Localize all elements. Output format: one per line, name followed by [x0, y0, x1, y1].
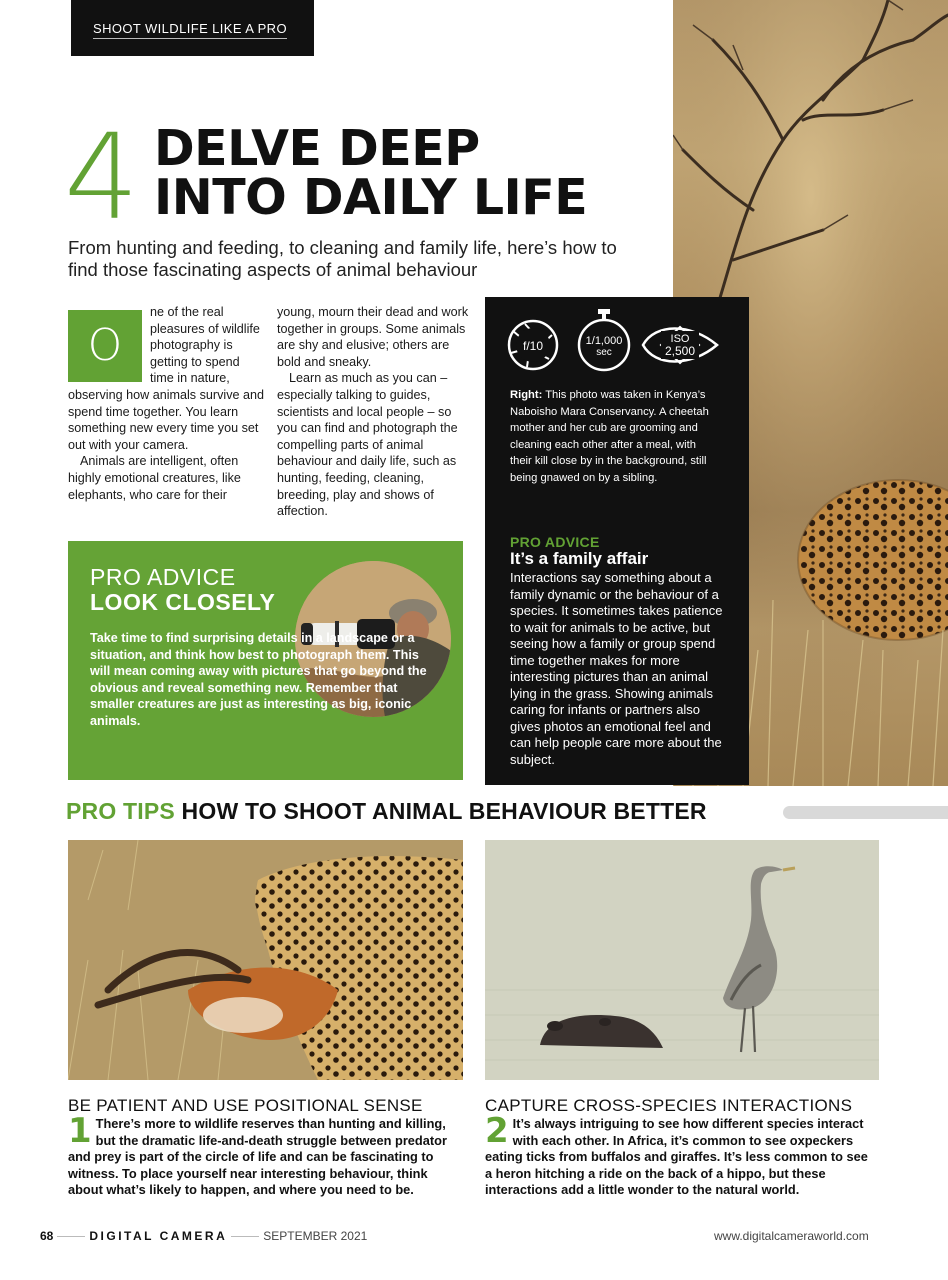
- page-number: 68: [40, 1229, 54, 1243]
- heron-hippo-photo: [485, 840, 879, 1080]
- footer-divider: [231, 1236, 259, 1237]
- iso-eye-icon: [643, 327, 717, 363]
- aperture-icon: [509, 321, 557, 369]
- tip-2-heading: CAPTURE CROSS-SPECIES INTERACTIONS: [485, 1096, 853, 1115]
- pro-advice-label: PRO ADVICE: [90, 564, 236, 590]
- standfirst: From hunting and feeding, to cleaning and family life, here’s how to find those fascinating aspects of animal behaviour: [68, 237, 617, 280]
- body-paragraph: Animals are intelligent, often highly emotional creatures, like elephants, who care for their: [68, 454, 241, 502]
- settings-icons: [485, 297, 749, 387]
- iso-label: ISO: [670, 333, 690, 345]
- drop-cap-letter: O: [87, 320, 123, 371]
- pro-tips-heading: [66, 798, 707, 825]
- website-link[interactable]: www.digitalcameraworld.com: [714, 1229, 869, 1243]
- heading-rule: [783, 806, 948, 819]
- footer-divider: [57, 1236, 85, 1237]
- body-column-2: [277, 304, 469, 520]
- shutter-unit: sec: [596, 347, 612, 358]
- pro-tips-label: PRO TIPS: [66, 798, 175, 824]
- caption-text: This photo was taken in Kenya’s Naboisho Mara Conservancy. A cheetah mother and her cub are grooming and cleaning each other after a meal, with their kill close by in the background, still being gnawed on by a sibling.: [510, 389, 709, 484]
- tip-1-heading: BE PATIENT AND USE POSITIONAL SENSE: [68, 1096, 423, 1115]
- tip-1: [68, 1111, 460, 1199]
- section-tag-label: SHOOT WILDLIFE LIKE A PRO: [93, 21, 287, 39]
- shutter-value: 1/1,000: [585, 335, 623, 347]
- tip-1-number: 1: [68, 1111, 92, 1151]
- family-advice-body: Interactions say something about a family dynamic or the behaviour of a species. It sometimes takes patience to wait for animals to be active, but seeing how a family or group spend time together makes for more interesting pictures than an animal lying in the grass. Showing animals caring for infants or partners also gives photos an emotional feel and can help people care more about the subject.: [510, 570, 723, 767]
- page-title-line-2: INTO DAILY LIFE: [154, 169, 588, 226]
- page-title: [154, 120, 588, 226]
- body-paragraph: young, mourn their dead and work together in groups. Some animals are shy and elusive; others are bold and sneaky.: [277, 305, 469, 369]
- body-paragraph: ne of the real pleasures of wildlife photography is getting to spend time in nature, observing how animals survive and spend time together. You learn something new every time you set out with your camera.: [68, 305, 265, 452]
- camera-settings-panel: [485, 297, 749, 785]
- pro-advice-heading: LOOK CLOSELY: [90, 589, 276, 615]
- family-advice-heading: It’s a family affair: [510, 549, 649, 568]
- feature-number: 4: [64, 108, 140, 246]
- photo-caption: [510, 387, 720, 487]
- issue-date: SEPTEMBER 2021: [263, 1229, 368, 1243]
- drop-cap: [68, 310, 142, 382]
- leopard-photo-art: [68, 840, 463, 1080]
- aperture-value: f/10: [522, 339, 544, 353]
- magazine-name: DIGITAL CAMERA: [89, 1229, 228, 1243]
- page-title-line-1: DELVE DEEP: [154, 120, 480, 177]
- tip-2-number: 2: [485, 1111, 509, 1151]
- pro-advice-box: [68, 541, 463, 780]
- heron-hippo-photo-art: [485, 840, 879, 1080]
- caption-lead: Right:: [510, 389, 543, 401]
- tip-2-body: It’s always intriguing to see how different species interact with each other. In Africa, it’s common to see oxpeckers eating ticks from buffalos and giraffes. It’s less common to see a heron hitching a ride on the back of a hippo, but these interactions add a little wonder to the natural world.: [485, 1116, 868, 1198]
- tip-1-body: There’s more to wildlife reserves than hunting and killing, but the dramatic life-and-death struggle between predator and prey is part of the circle of life and can be fascinating to witness. To place yourself near interesting behaviour, think about what’s likely to happen, and where you need to be.: [68, 1116, 447, 1198]
- tip-2: [485, 1111, 875, 1199]
- pro-tips-title: HOW TO SHOOT ANIMAL BEHAVIOUR BETTER: [181, 798, 707, 824]
- leopard-photo: [68, 840, 463, 1080]
- body-column-1: [68, 304, 264, 503]
- stopwatch-icon: [579, 309, 629, 370]
- page-footer: [40, 1229, 367, 1243]
- iso-value: 2,500: [664, 344, 696, 358]
- body-paragraph: Learn as much as you can – especially talking to guides, scientists and local people – so you can find and photograph the compelling parts of animal behaviour and daily life, such as hunting, feeding, cleaning, breeding, play and shows of affection.: [277, 371, 458, 519]
- pro-advice-body: Take time to find surprising details in a landscape or a situation, and think how best to photograph them. This will mean coming away with pictures that go beyond the obvious and reveal something new. Remember that smaller creatures are just as interesting as big, iconic animals.: [90, 631, 427, 728]
- family-advice-label: PRO ADVICE: [510, 534, 600, 550]
- section-tag: [71, 0, 314, 56]
